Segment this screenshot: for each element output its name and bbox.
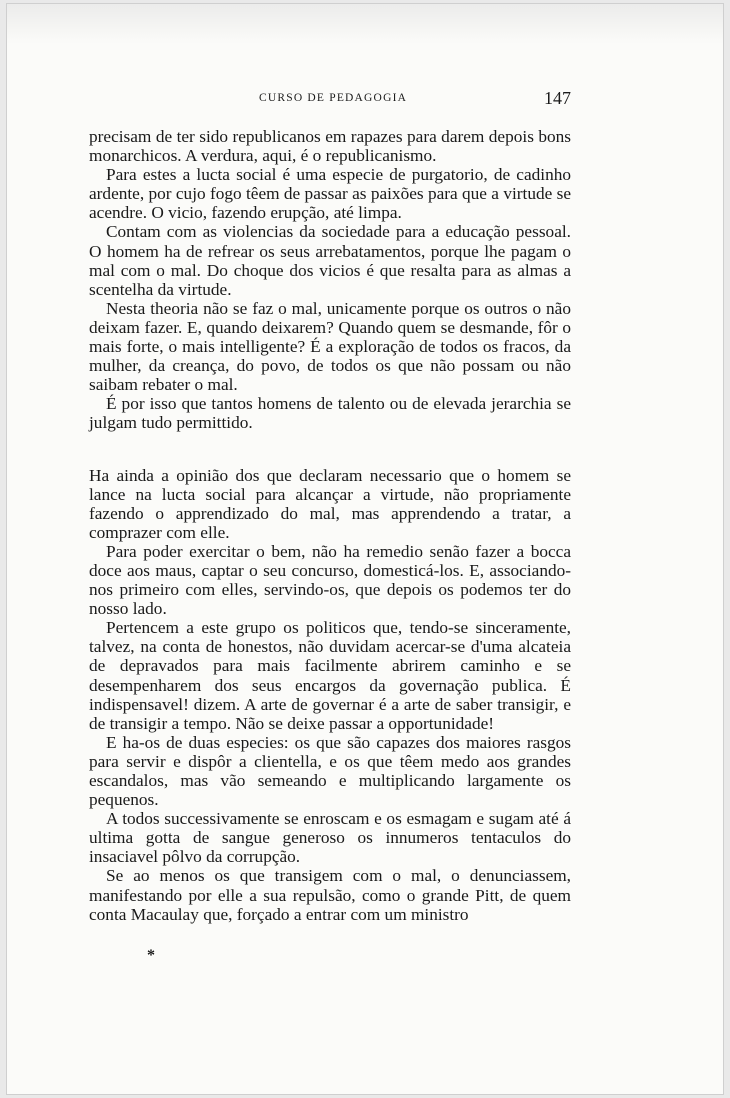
- page-number: 147: [544, 88, 571, 108]
- book-page: [7, 4, 723, 1094]
- page-top-shading: [7, 4, 723, 44]
- section-gap: [89, 433, 571, 466]
- footnote-mark: *: [147, 947, 155, 964]
- paragraph: Pertencem a este grupo os politicos que, tendo-se sinceramente, talvez, na conta de honestos, não duvidam acercar-se d'uma alcateia de depravados para mais facilmente abrirem caminho e se desempenharem dos seus encargos da governação publica. É indispensavel! dizem. A arte de governar é a arte de saber transigir, e de transigir a tempo. Não se deixe passar a opportunidade!: [89, 618, 571, 733]
- body-text: [89, 127, 571, 924]
- paragraph: Para poder exercitar o bem, não ha remedio senão fazer a bocca doce aos maus, captar o seu concurso, domesticá-los. E, associando-nos primeiro com elles, servindo-os, que depois os podemos ter do nosso lado.: [89, 541, 571, 619]
- paragraph: Ha ainda a opinião dos que declaram necessario que o homem se lance na lucta social para alcançar a virtude, não propriamente fazendo o apprendizado do mal, mas apprendendo a tratar, a comprazer com elle.: [89, 465, 571, 542]
- page-header: [89, 88, 571, 112]
- running-title: CURSO DE PEDAGOGIA: [259, 92, 408, 104]
- paragraph: E ha-os de duas especies: os que são capazes dos maiores rasgos para servir e dispôr a clientella, e os que têem medo aos grandes escandalos, mas vão semeando e multiplicando largamente os pequenos.: [89, 732, 571, 810]
- paragraph: precisam de ter sido republicanos em rapazes para darem depois bons monarchicos. A verdura, aqui, é o republicanismo.: [89, 127, 571, 166]
- paragraph: Nesta theoria não se faz o mal, unicamente porque os outros o não deixam fazer. E, quando deixarem? Quando quem se desmande, fôr o mais forte, o mais intelligente? É a exploração de todos os fracos, da mulher, da creança, do povo, de todos os que não possam ou não saibam rebater o mal.: [89, 298, 571, 395]
- paragraph: Contam com as violencias da sociedade para a educação pessoal. O homem ha de refrear os seus arrebatamentos, porque lhe pagam o mal com o mal. Do choque dos vicios é que resalta para as almas a scentelha da virtude.: [89, 222, 571, 299]
- paragraph: Se ao menos os que transigem com o mal, o denunciassem, manifestando por elle a sua repulsão, como o grande Pitt, de quem conta Macaulay que, forçado a entrar com um ministro: [89, 866, 571, 924]
- paragraph: É por isso que tantos homens de talento ou de elevada jerarchia se julgam tudo permittido.: [89, 394, 571, 433]
- paragraph: Para estes a lucta social é uma especie de purgatorio, de cadinho ardente, por cujo fogo têem de passar as paixões para que a virtude se acendre. O vicio, fazendo erupção, até limpa.: [89, 165, 571, 223]
- paragraph: A todos successivamente se enroscam e os esmagam e sugam até á ultima gotta de sangue generoso os innumeros tentaculos do insaciavel pôlvo da corrupção.: [89, 809, 571, 867]
